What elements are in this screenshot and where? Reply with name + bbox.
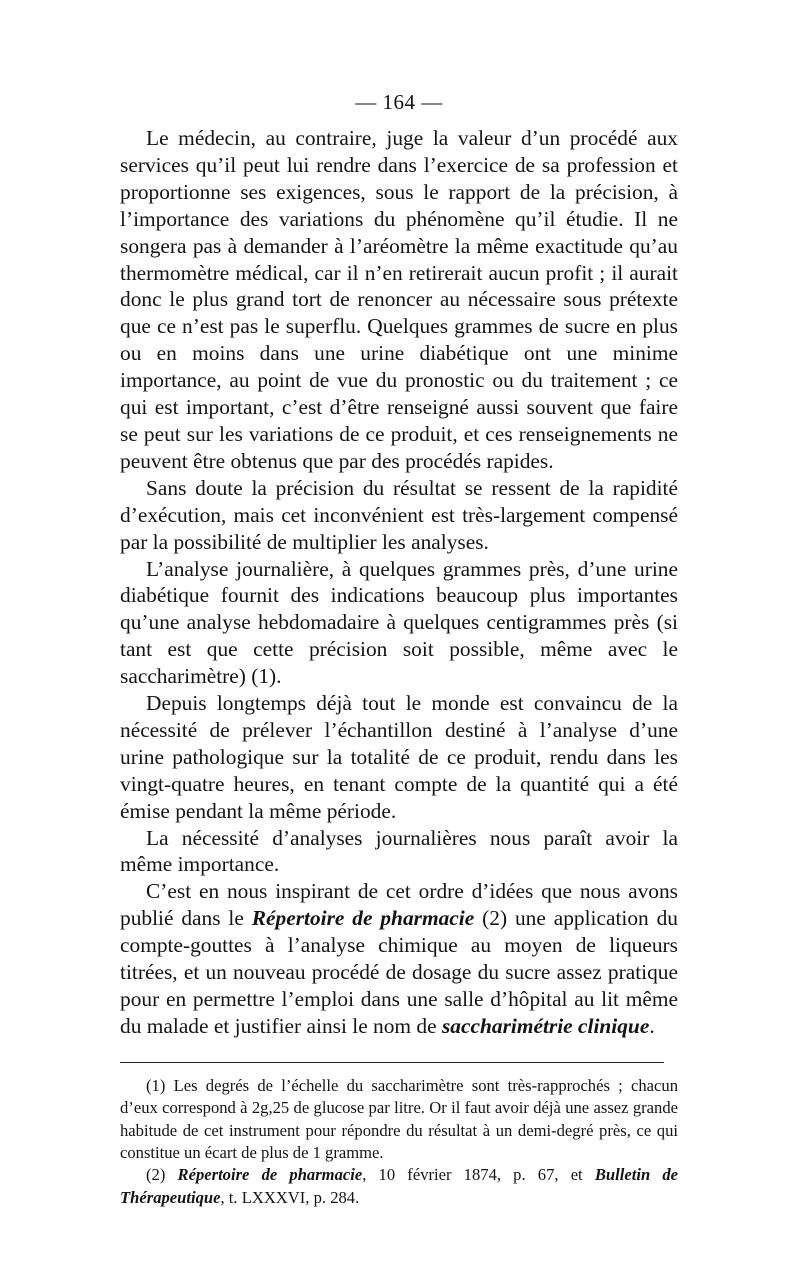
paragraph-6-text-c: . [649,1013,655,1038]
footnote-2-journal-bulletin: Bulletin de Thérapeutique [120,1165,678,1207]
term-saccharimetrie-clinique: saccharimétrie clinique [441,1013,650,1038]
footnote-1: (1) Les degrés de l’échelle du saccharimètre sont très-rapprochés ; chacun d’eux correspond à 2g,25 de glucose par litre. Or il faut avoir déjà une assez grande habitude de cet instrument pour répondre du résultat à un demi-degré près, ce qui constitue un écart de plus de 1 gramme. [120,1075,678,1163]
footnote-2 [120,1164,678,1209]
footnote-2-text-a: , 10 février 1874, p. 67, et [362,1165,595,1185]
paragraph-6-text-b: (2) une application du compte-gouttes à l’analyse chimique au moyen de liqueurs titrées, et un nouveau procédé de dosage du sucre assez pratique pour en permettre l’emploi dans une salle d’hôpital au lit même du malade et justifier ainsi le nom de [120,906,679,1038]
paragraph-4: Depuis longtemps déjà tout le monde est convaincu de la nécessité de prélever l’échantillon destiné à l’analyse d’une urine pathologique sur la totalité de ce produit, rendu dans les vingt-quatre heures, en tenant compte de la quantité qui a été émise pendant la même période. [120,691,678,823]
footnote-2-text-b: , t. LXXXVI, p. 284. [220,1187,360,1207]
paragraph-6-text-a: C’est en nous inspirant de cet ordre d’idées que nous avons publié dans le [120,879,678,931]
main-text [120,125,678,1040]
footnote-2-journal-repertoire: Répertoire de pharmacie [177,1165,363,1185]
paragraph-3: L’analyse journalière, à quelques grammes près, d’une urine diabétique fournit des indications beaucoup plus importantes qu’une analyse hebdomadaire à quelques centigrammes près (si tant est que cette précision soit possible, même avec le saccharimètre) (1). [120,556,678,689]
footnotes [120,1075,678,1209]
paragraph-5: La nécessité d’analyses journalières nous paraît avoir la même importance. [120,825,678,877]
book-page [120,90,678,1209]
page-number: — 164 — [355,90,443,114]
footnote-divider [120,1062,664,1063]
paragraph-6 [120,878,678,1039]
paragraph-2: Sans doute la précision du résultat se ressent de la rapidité d’exécution, mais cet inconvénient est très-largement compensé par la possibilité de multiplier les analyses. [120,475,678,554]
paragraph-1: Le médecin, au contraire, juge la valeur d’un procédé aux services qu’il peut lui rendre dans l’exercice de sa profession et proportionne ses exigences, sous le rapport de la précision, à l’importance des variations du phénomène qu’il étudie. Il ne songera pas à demander à l’aréomètre la même exactitude qu’au thermomètre médical, car il n’en retirerait aucun profit ; il aurait donc le plus grand tort de renoncer au nécessaire sous prétexte que ce n’est pas le superflu. Quelques grammes de sucre en plus ou en moins dans une urine diabétique ont une minime importance, au point de vue du pronostic ou du traitement ; ce qui est important, c’est d’être renseigné aussi souvent que faire se peut sur les variations de ce produit, et ces renseignements ne peuvent être obtenus que par des procédés rapides. [120,126,678,473]
footnote-2-number: (2) [146,1165,178,1185]
journal-title-repertoire: Répertoire de pharmacie [251,906,475,931]
